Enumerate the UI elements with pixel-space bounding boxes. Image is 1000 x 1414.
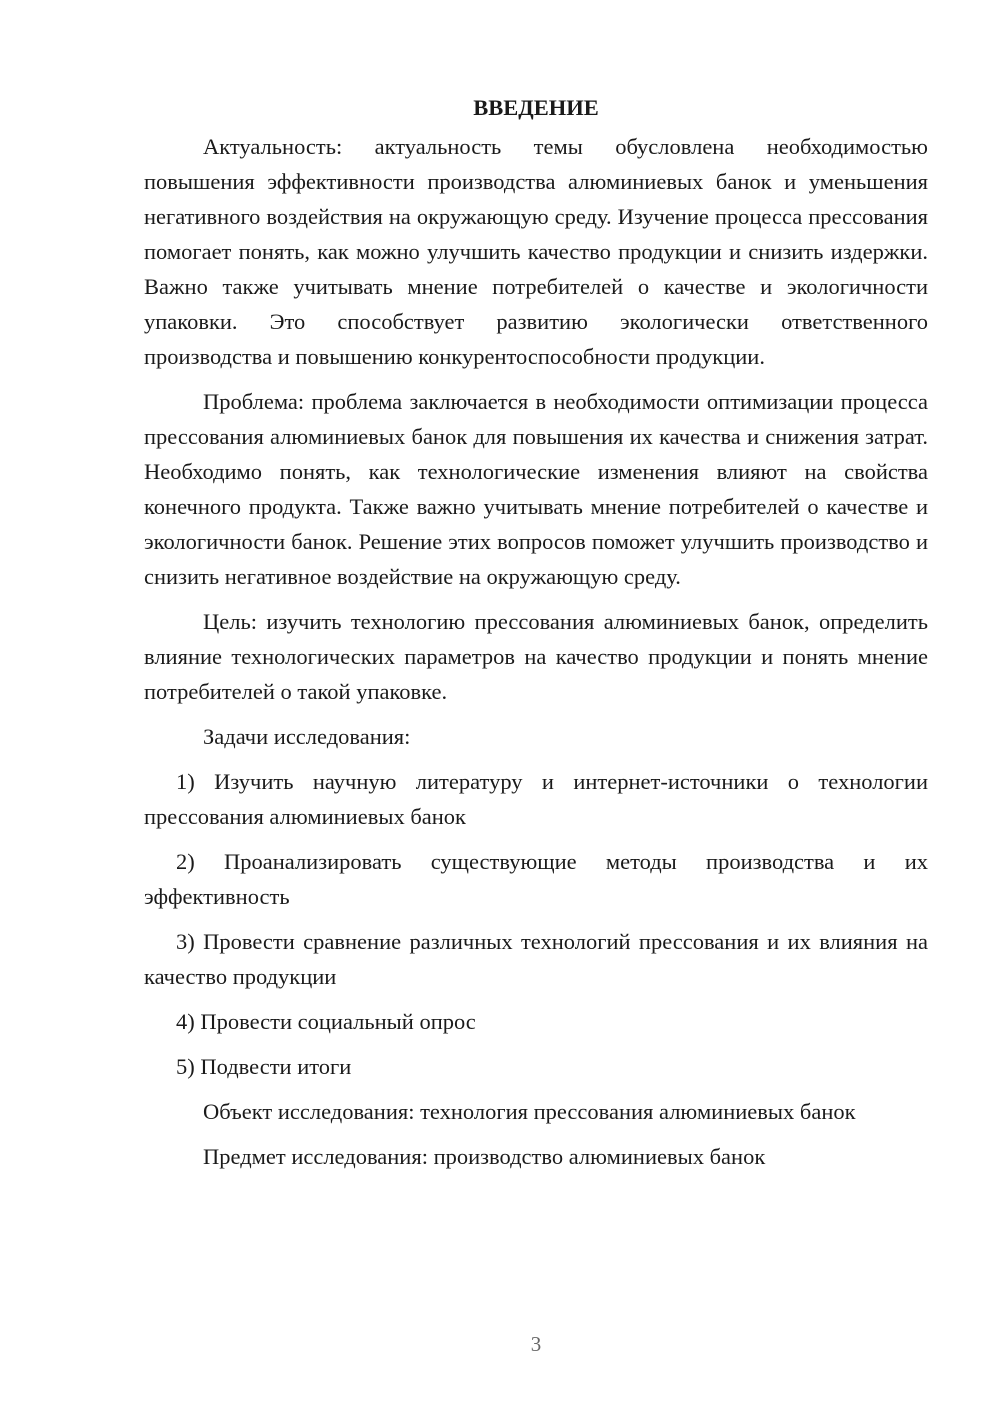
research-object: Объект исследования: технология прессования алюминиевых банок — [203, 1099, 856, 1124]
page-content — [144, 90, 928, 1184]
page-title: ВВЕДЕНИЕ — [473, 95, 599, 120]
task-item: 3) Провести сравнение различных технологий прессования и их влияния на качество продукции — [144, 929, 928, 989]
task-item: 1) Изучить научную литературу и интернет-источники о технологии прессования алюминиевых банок — [144, 769, 928, 829]
goal-paragraph: Цель: изучить технологию прессования алюминиевых банок, определить влияние технологических параметров на качество продукции и понять мнение потребителей о такой упаковке. — [144, 609, 928, 704]
task-item: 5) Подвести итоги — [176, 1054, 352, 1079]
task-item: 4) Провести социальный опрос — [176, 1009, 476, 1034]
relevance-paragraph: Актуальность: актуальность темы обусловлена необходимостью повышения эффективности производства алюминиевых банок и уменьшения негативного воздействия на окружающую среду. Изучение процесса прессования помогает понять, как можно улучшить качество продукции и снизить издержки. Важно также учитывать мнение потребителей о качестве и экологичности упаковки. Это способствует развитию экологически ответственного производства и повышению конкурентоспособности продукции. — [144, 134, 928, 369]
research-subject: Предмет исследования: производство алюминиевых банок — [203, 1144, 766, 1169]
problem-paragraph: Проблема: проблема заключается в необходимости оптимизации процесса прессования алюминиевых банок для повышения их качества и снижения затрат. Необходимо понять, как технологические изменения влияют на свойства конечного продукта. Также важно учитывать мнение потребителей о качестве и экологичности банок. Решение этих вопросов поможет улучшить производство и снизить негативное воздействие на окружающую среду. — [144, 389, 928, 589]
page-number: 3 — [530, 1332, 542, 1356]
tasks-heading: Задачи исследования: — [203, 724, 411, 749]
task-item: 2) Проанализировать существующие методы производства и их эффективность — [144, 849, 928, 909]
